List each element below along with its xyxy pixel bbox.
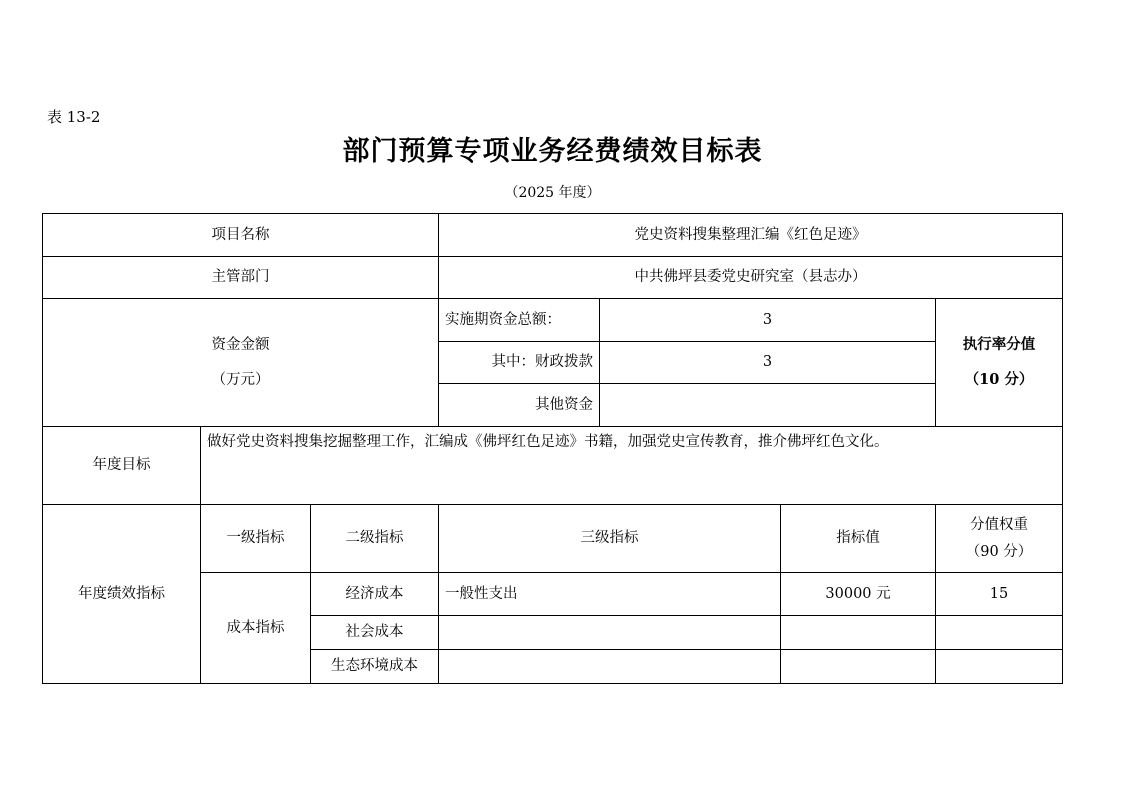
funds-fiscal-label: 其中：财政拨款 <box>439 342 600 384</box>
header-level1: 一级指标 <box>201 505 311 573</box>
header-weight <box>936 505 1063 573</box>
year-label: （2025 年度） <box>504 185 601 201</box>
header-weight-points: （90 分） <box>965 543 1033 560</box>
department-value: 中共佛坪县委党史研究室（县志办） <box>439 257 1063 299</box>
level3-cell <box>439 650 781 684</box>
cost-indicator-label: 成本指标 <box>201 573 311 684</box>
level2-cell: 经济成本 <box>311 573 439 616</box>
annual-goal-text: 做好党史资料搜集挖掘整理工作，汇编成《佛坪红色足迹》书籍，加强党史宣传教育，推介佛坪红色文化。 <box>201 427 1063 505</box>
project-name-value: 党史资料搜集整理汇编《红色足迹》 <box>439 214 1063 257</box>
level2-cell: 社会成本 <box>311 616 439 650</box>
execution-score-points: （10 分） <box>964 370 1034 388</box>
weight-cell: 15 <box>936 573 1063 616</box>
department-label: 主管部门 <box>43 257 439 299</box>
annual-indicators-label: 年度绩效指标 <box>43 505 201 684</box>
annual-goal-row <box>43 427 1063 505</box>
header-value: 指标值 <box>781 505 936 573</box>
annual-goal-label: 年度目标 <box>43 427 201 505</box>
indicator-value-cell <box>781 616 936 650</box>
funds-unit: （万元） <box>211 371 270 388</box>
weight-cell <box>936 650 1063 684</box>
execution-score-label: 执行率分值 <box>962 335 1036 353</box>
project-row <box>43 214 1063 257</box>
indicator-value-cell <box>781 650 936 684</box>
funds-other-value <box>600 384 936 427</box>
execution-score-cell <box>936 299 1063 427</box>
funds-label-cell <box>43 299 439 427</box>
performance-target-table <box>42 213 1063 684</box>
level3-cell: 一般性支出 <box>439 573 781 616</box>
header-level3: 三级指标 <box>439 505 781 573</box>
funds-total-value: 3 <box>600 299 936 342</box>
department-row <box>43 257 1063 299</box>
table-number: 表 13-2 <box>47 108 101 126</box>
funds-fiscal-value: 3 <box>600 342 936 384</box>
project-name-label: 项目名称 <box>43 214 439 257</box>
level2-cell: 生态环境成本 <box>311 650 439 684</box>
indicator-header-row <box>43 505 1063 573</box>
funds-total-row <box>43 299 1063 342</box>
funds-label: 资金金额 <box>211 336 270 353</box>
header-weight-label: 分值权重 <box>970 516 1029 533</box>
page-title: 部门预算专项业务经费绩效目标表 <box>342 136 763 167</box>
level3-cell <box>439 616 781 650</box>
header-level2: 二级指标 <box>311 505 439 573</box>
funds-total-label: 实施期资金总额： <box>439 299 600 342</box>
indicator-value-cell: 30000 元 <box>781 573 936 616</box>
funds-other-label: 其他资金 <box>439 384 600 427</box>
weight-cell <box>936 616 1063 650</box>
